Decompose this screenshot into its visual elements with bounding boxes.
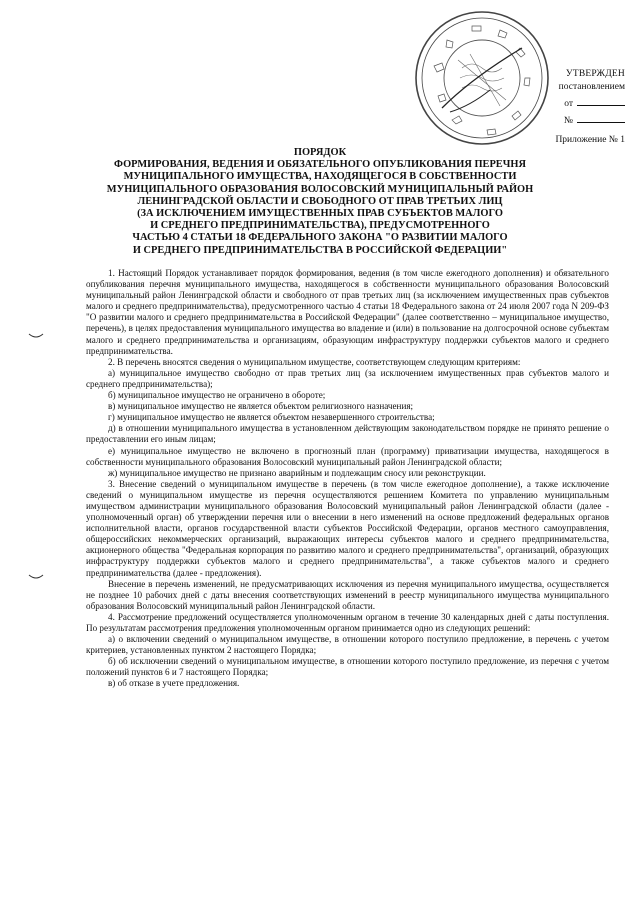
approval-block: [505, 68, 625, 147]
number-prefix: №: [563, 116, 573, 126]
appendix-label: Приложение № 1: [555, 135, 625, 145]
paragraph: б) об исключении сведений о муниципальном имуществе, в отношении которого поступило предложение, из перечня с учетом положений пунктов 6 и 7 настоящего Порядка;: [86, 656, 609, 678]
paragraph: б) муниципальное имущество не ограничено в обороте;: [108, 390, 326, 401]
margin-mark-icon: [28, 333, 44, 339]
approved-label: УТВЕРЖДЕН: [565, 69, 625, 79]
title-line: ФОРМИРОВАНИЯ, ВЕДЕНИЯ И ОБЯЗАТЕЛЬНОГО ОПУБЛИКОВАНИЯ ПЕРЕЧНЯ: [114, 159, 526, 171]
date-handwritten-field: [577, 94, 625, 106]
paragraph: 1. Настоящий Порядок устанавливает порядок формирования, ведения (в том числе ежегодного дополнения) и обязательного опубликования перечня муниципального имущества, находящегося в собственности муниципального образования Волосовский муниципальный район Ленинградской области и свободного от прав третьих лиц (за исключением имущественных прав субъектов малого и среднего предпринимательства), предусмотренного частью 4 статьи 18 Федерального закона от 24 июля 2007 года N 209-ФЗ "О развитии малого и среднего предпринимательства в Российской Федерации" (далее соответственно – муниципальное имущество, перечень), в целях предоставления муниципального имущества во владение и (или) в пользование на долгосрочной основе субъектам малого и среднего предпринимательства и организациям, образующим инфраструктуру поддержки субъектов малого и среднего предпринимательства.: [86, 268, 609, 356]
paragraph: Внесение в перечень изменений, не предусматривающих исключения из перечня муниципального имущества, осуществляется не позднее 10 рабочих дней с даты внесения соответствующих изменений в реестр муниципального имущества муниципального образования Волосовский муниципальный район Ленинградской области.: [86, 578, 609, 611]
document-title: [100, 147, 540, 257]
paragraph: в) муниципальное имущество не является объектом религиозного назначения;: [108, 401, 414, 412]
title-line: МУНИЦИПАЛЬНОГО ОБРАЗОВАНИЯ ВОЛОСОВСКИЙ МУНИЦИПАЛЬНЫЙ РАЙОН: [106, 183, 534, 195]
number-line: [505, 111, 625, 128]
title-line: МУНИЦИПАЛЬНОГО ИМУЩЕСТВА, НАХОДЯЩЕГОСЯ В СОБСТВЕННОСТИ: [123, 171, 517, 183]
title-line: ПОРЯДОК: [293, 147, 347, 158]
title-line: ЧАСТЬЮ 4 СТАТЬИ 18 ФЕДЕРАЛЬНОГО ЗАКОНА "О РАЗВИТИИ МАЛОГО: [132, 232, 508, 244]
paragraph: ж) муниципальное имущество не признано аварийным и подлежащим сносу или реконструкции.: [108, 467, 486, 478]
resolution-label: постановлением: [558, 82, 625, 92]
margin-mark-icon: [28, 574, 44, 580]
paragraph: а) о включении сведений о муниципальном имуществе, в отношении которого поступило предложение, в перечень с учетом критериев, установленных пунктом 2 настоящего Порядка;: [86, 634, 609, 656]
title-line: И СРЕДНЕГО ПРЕДПРИНИМАТЕЛЬСТВА В РОССИЙСКОЙ ФЕДЕРАЦИИ": [132, 244, 508, 256]
title-line: И СРЕДНЕГО ПРЕДПРИНИМАТЕЛЬСТВА), ПРЕДУСМОТРЕННОГО: [150, 220, 490, 232]
number-handwritten-field: [577, 111, 625, 123]
paragraph: 3. Внесение сведений о муниципальном имуществе в перечень (в том числе ежегодное дополнение), а также исключение сведений о муниципальном имуществе из перечня осуществляются решением Комитета по управлению муниципальным имуществом администрации муниципального образования Волосовский муниципальный район Ленинградской области (далее - уполномоченный орган) об утверждении перечня или о внесении в него изменений на основе предложений федеральных органов исполнительной власти, органов государственной власти субъектов Российской Федерации, органов местного самоуправления, общероссийских некоммерческих организаций, выражающих интересы субъектов малого и среднего предпринимательства, акционерного общества "Федеральная корпорация по развитию малого и среднего предпринимательства", организаций, образующих инфраструктуру поддержки субъектов малого и среднего предпринимательства", а также субъектов малого и среднего предпринимательства (далее - предложения).: [86, 478, 609, 578]
date-line: [505, 94, 625, 111]
title-line: (ЗА ИСКЛЮЧЕНИЕМ ИМУЩЕСТВЕННЫХ ПРАВ СУБЪЕКТОВ МАЛОГО: [137, 208, 503, 220]
paragraph: а) муниципальное имущество свободно от прав третьих лиц (за исключением имущественных прав субъектов малого и среднего предпринимательства);: [86, 367, 609, 389]
paragraph: д) в отношении муниципального имущества в установленном действующим законодательством порядке не принято решение о предоставлении его иным лицам;: [86, 423, 609, 445]
paragraph: 4. Рассмотрение предложений осуществляется уполномоченным органом в течение 30 календарных дней с даты поступления. По результатам рассмотрения предложения уполномоченным органом принимается одно из следующих решений:: [86, 611, 609, 633]
paragraph: в) об отказе в учете предложения.: [108, 678, 240, 689]
paragraph: 2. В перечень вносятся сведения о муниципальном имуществе, соответствующем следующим критериям:: [108, 356, 521, 367]
document-body: [86, 268, 609, 690]
paragraph: е) муниципальное имущество не включено в прогнозный план (программу) приватизации имущества, находящегося в собственности муниципального образования Волосовский муниципальный район Ленинградской области;: [86, 445, 609, 467]
title-line: ЛЕНИНГРАДСКОЙ ОБЛАСТИ И СВОБОДНОГО ОТ ПРАВ ТРЕТЬИХ ЛИЦ: [137, 195, 503, 207]
paragraph: г) муниципальное имущество не является объектом незавершенного строительства;: [108, 412, 435, 423]
date-prefix: от: [564, 99, 573, 109]
